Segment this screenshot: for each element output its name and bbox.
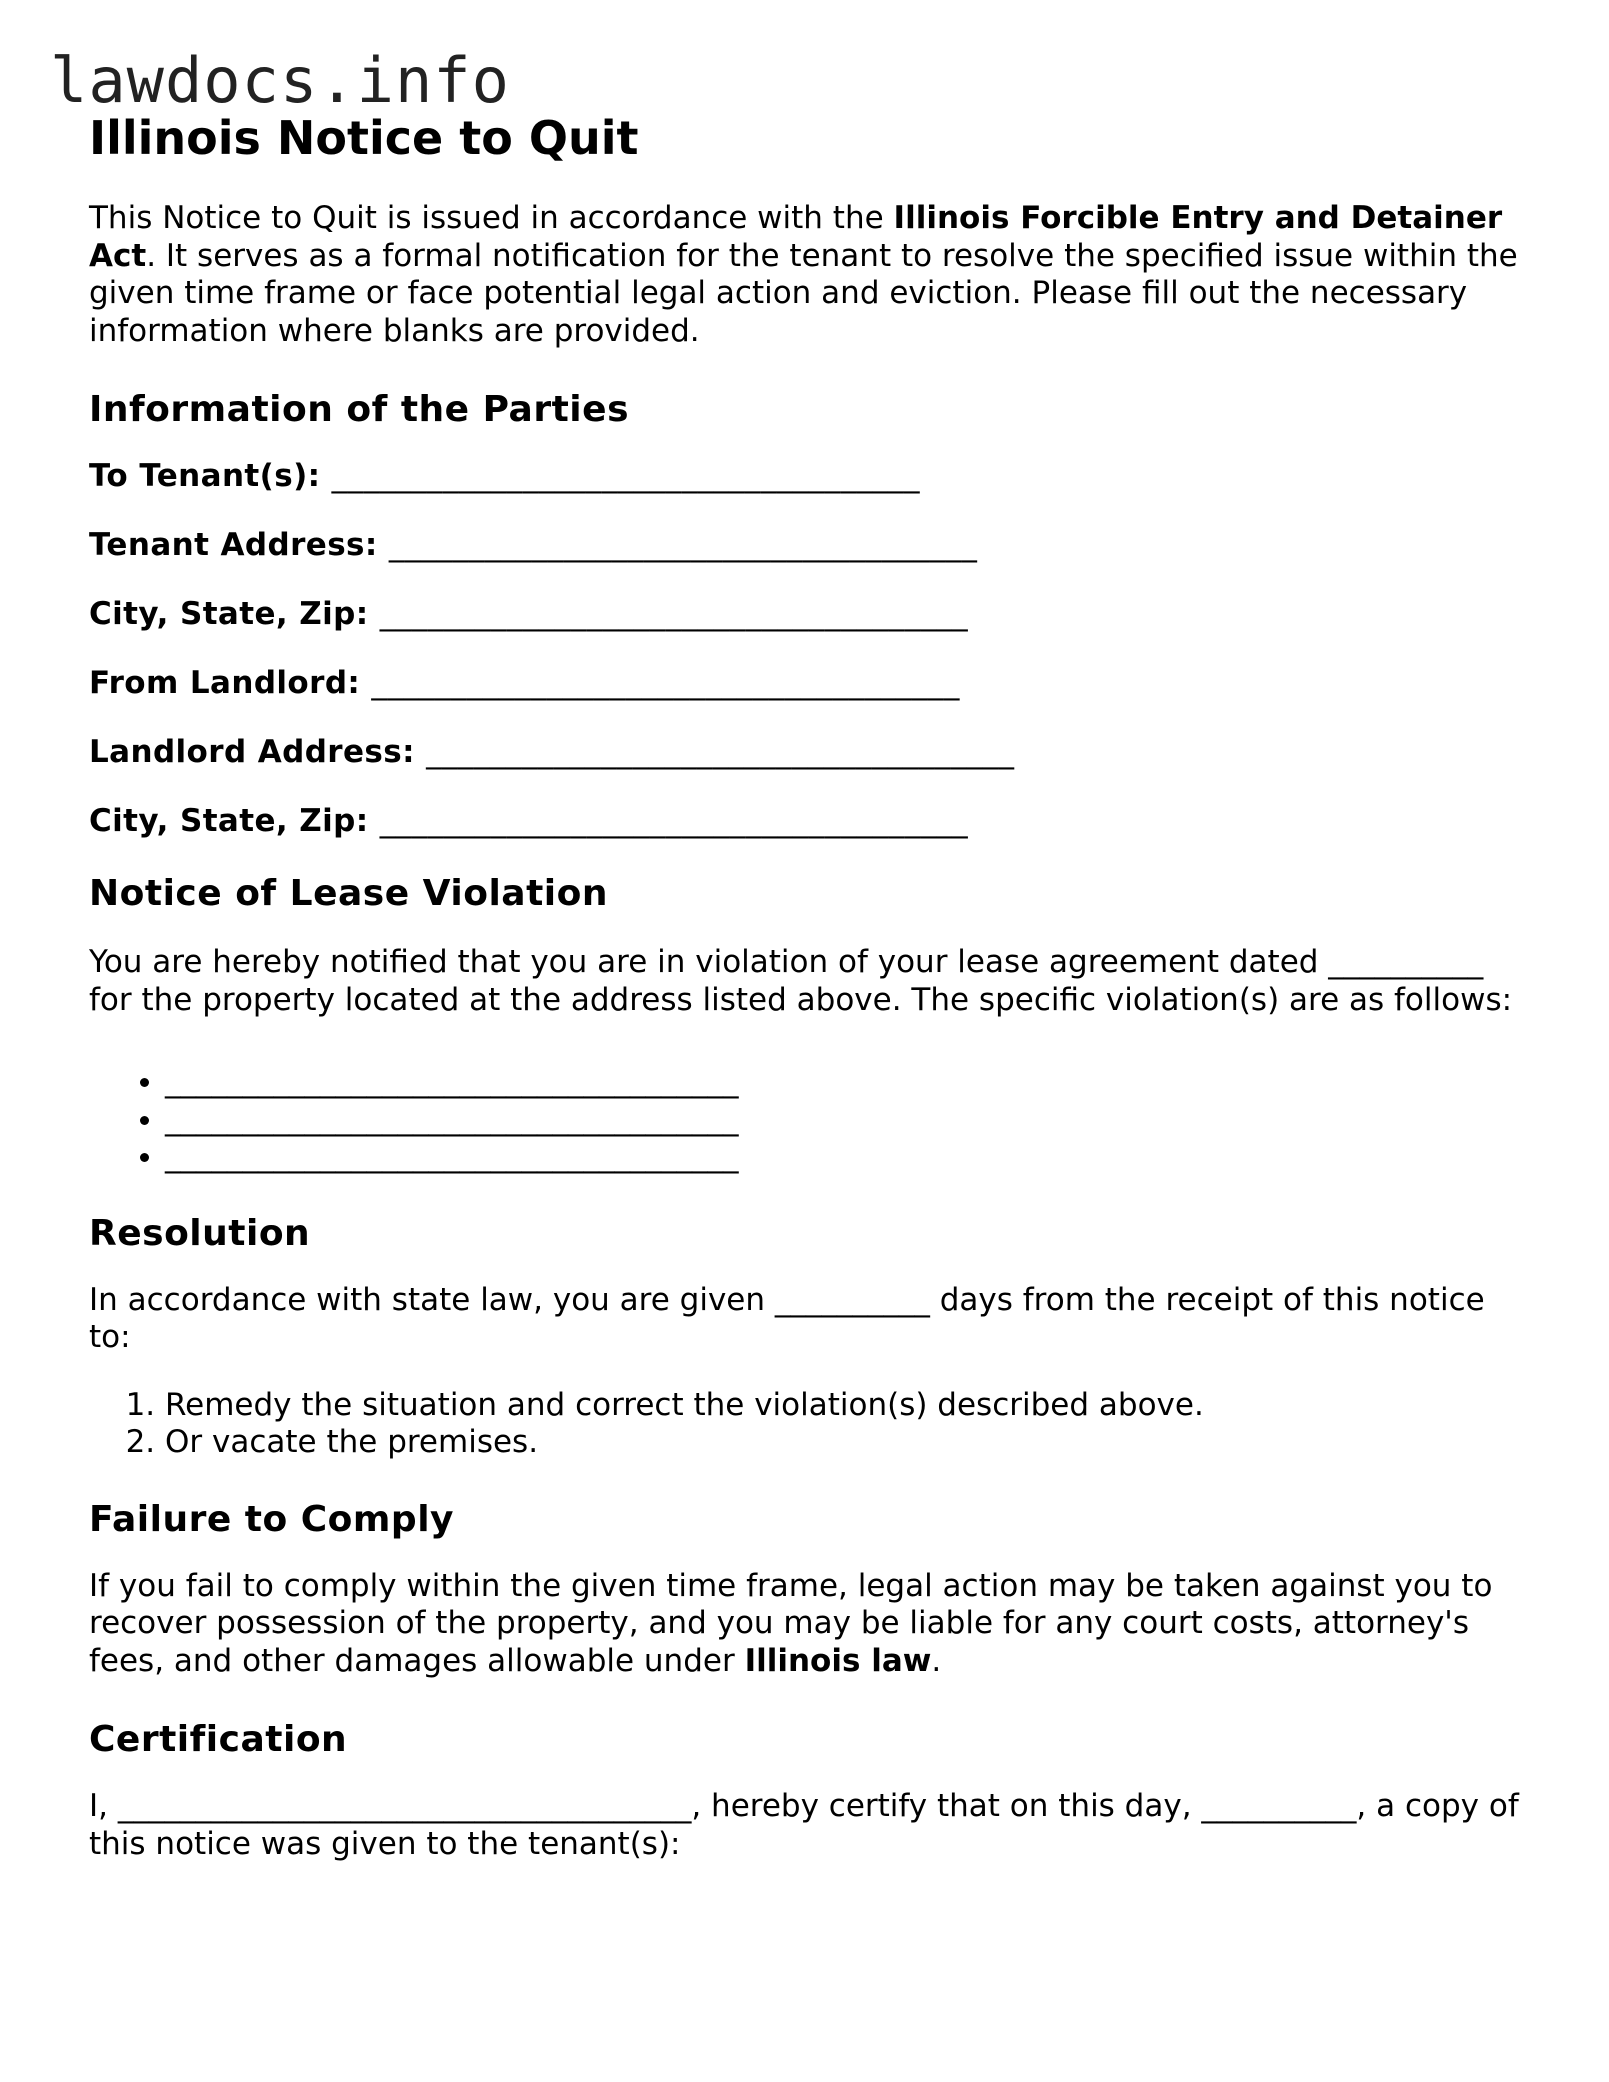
tenant-address-field[interactable] (89, 527, 1529, 564)
violation-item-blank[interactable]: • _____________________________________ (165, 1063, 1529, 1101)
field-label: To Tenant(s): (89, 458, 321, 494)
tenant-name-field[interactable] (89, 458, 1529, 495)
violation-item-blank[interactable]: • _____________________________________ (165, 1101, 1529, 1139)
failure-text-1: If you fail to comply within the given time frame, legal action may be taken against you to recover possession of the property, and you may be liable for any court costs, attorney's fees, and other damages allowable under (89, 1567, 1493, 1679)
landlord-name-field[interactable] (89, 665, 1529, 702)
field-label: Tenant Address: (89, 527, 378, 563)
resolution-step: 2. Or vacate the premises. (165, 1424, 1529, 1462)
field-blank[interactable]: _____________________________________ (331, 458, 920, 494)
document-body (89, 110, 1529, 1863)
site-watermark: lawdocs.info (50, 44, 510, 117)
tenant-city-state-zip-field[interactable] (89, 596, 1529, 633)
violation-list (89, 1063, 1529, 1176)
intro-act-name: Illinois Forcible Entry and Detainer Act (89, 200, 1503, 274)
intro-paragraph (89, 200, 1529, 350)
violation-item-blank[interactable]: • _____________________________________ (165, 1138, 1529, 1176)
violation-heading: Notice of Lease Violation (89, 873, 608, 914)
document-title: Illinois Notice to Quit (89, 111, 639, 165)
parties-heading: Information of the Parties (89, 389, 629, 430)
certification-paragraph: I, _____________________________________, hereby certify that on this day, __________, a copy of this notice was given to the tenant(s): (89, 1788, 1519, 1862)
landlord-city-state-zip-field[interactable] (89, 803, 1529, 840)
landlord-address-field[interactable] (89, 734, 1529, 771)
field-blank[interactable]: _____________________________________ (388, 527, 978, 563)
violation-paragraph: You are hereby notified that you are in violation of your lease agreement dated __________ for the property located at the address listed above. The specific violation(s) are as follows: (89, 944, 1513, 1018)
failure-law-name: Illinois law (744, 1642, 932, 1679)
resolution-heading: Resolution (89, 1212, 311, 1254)
failure-text-2: . (931, 1642, 942, 1679)
failure-paragraph (89, 1568, 1529, 1681)
intro-text-1: This Notice to Quit is issued in accordance with the (89, 200, 894, 236)
field-label: From Landlord: (89, 665, 361, 701)
resolution-steps (89, 1387, 1529, 1462)
resolution-paragraph: In accordance with state law, you are given __________ days from the receipt of this notice to: (89, 1281, 1485, 1355)
field-label: City, State, Zip: (89, 596, 369, 632)
field-blank[interactable]: _____________________________________ (426, 734, 1015, 770)
resolution-step: 1. Remedy the situation and correct the violation(s) described above. (165, 1387, 1529, 1425)
certification-heading: Certification (89, 1719, 348, 1760)
field-blank[interactable]: _____________________________________ (379, 596, 969, 632)
failure-heading: Failure to Comply (89, 1498, 455, 1540)
intro-text-2: . It serves as a formal notification for the tenant to resolve the specified issue within the given time frame or face potential legal action and eviction. Please fill out the necessary information where blanks are provided. (89, 237, 1518, 349)
field-blank[interactable]: _____________________________________ (379, 803, 969, 839)
field-blank[interactable]: _____________________________________ (371, 665, 960, 701)
field-label: City, State, Zip: (89, 803, 369, 839)
field-label: Landlord Address: (89, 734, 415, 770)
